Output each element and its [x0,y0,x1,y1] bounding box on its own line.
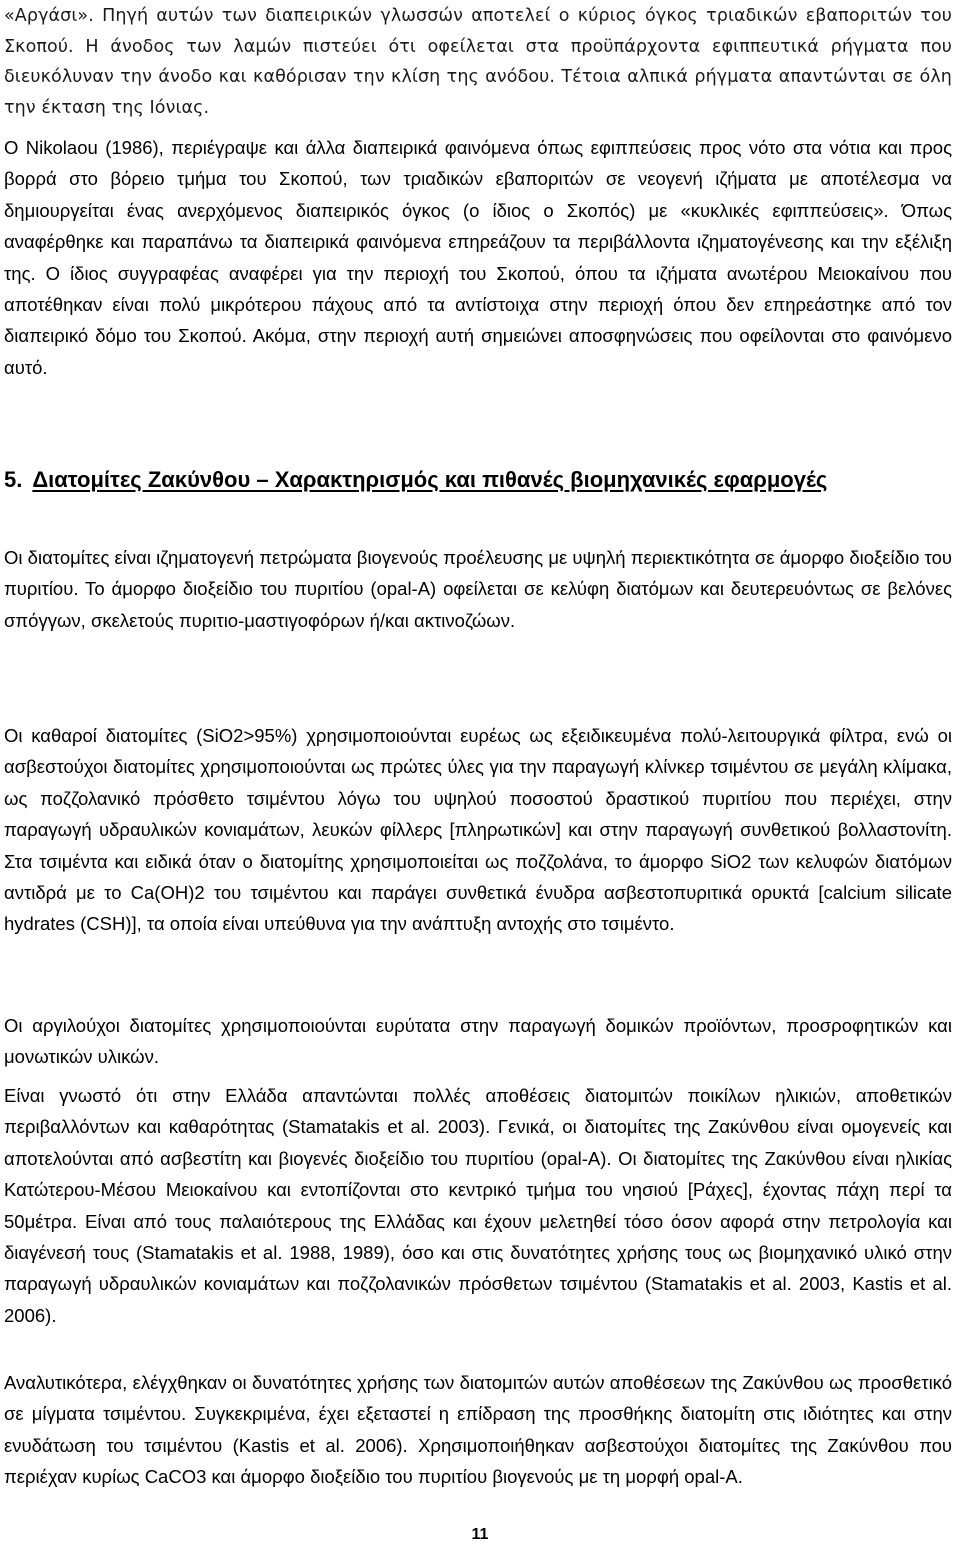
section-heading [4,462,952,498]
paragraph-nikolaou: O Nikolaou (1986), περιέγραψε και άλλα διαπειρικά φαινόμενα όπως εφιππεύσεις προς νότο στα νότια και προς βορρά στο βόρειο τμήμα του Σκοπού, των τριαδικών εβαποριτών σε νεογενή ιζήματα με αποτέλεσμα να δημιουργείται ένας ανερχόμενος διαπειρικός όγκος (ο ίδιος ο Σκοπός) με «κυκλικές εφιππεύσεις». Όπως αναφέρθηκε και παραπάνω τα διαπειρικά φαινόμενα επηρεάζουν τα περιβάλλοντα ιζηματογένεσης και την εξέλιξη της. Ο ίδιος συγγραφέας αναφέρει για την περιοχή του Σκοπού, όπου τα ιζήματα ανωτέρου Μειοκαίνου που αποτέθηκαν είναι πολύ μικρότερου πάχους από τα αντίστοιχα στην περιοχή όπου δεν επηρεάστηκε από τον διαπειρικό δόμο του Σκοπού. Ακόμα, στην περιοχή αυτή σημειώνει αποσφηνώσεις που οφείλονται στο φαινόμενο αυτό. [4,137,952,378]
paragraph-greece: Είναι γνωστό ότι στην Ελλάδα απαντώνται πολλές αποθέσεις διατομιτών ποικίλων ηλικιών, αποθετικών περιβαλλόντων και καθαρότητας (Stamatakis et al. 2003). Γενικά, οι διατομίτες της Ζακύνθου είναι ομογενείς και αποτελούνται από ασβεστίτη και βιογενές διοξείδιο του πυριτίου (opal-A). Οι διατομίτες της Ζακύνθου είναι ηλικίας Κατώτερου-Μέσου Μειοκαίνου και εντοπίζονται στο κεντρικό τμήμα του νησιού [Ράχες], έχοντας πάχη περί τα 50μέτρα. Είναι από τους παλαιότερους της Ελλάδας και έχουν μελετηθεί τόσο όσον αφορά στην πετρολογία και διαγένεσή τους (Stamatakis et al. 1988, 1989), όσο και στις δυνατότητες χρήσης τους ως βιομηχανικό υλικό στην παραγωγή υδραυλικών κονιαμάτων και ποζζολανικών πρόσθετων τσιμέντου (Stamatakis et al. 2003, Kastis et al. 2006). [4,1085,952,1326]
paragraph-definition: Οι διατομίτες είναι ιζηματογενή πετρώματα βιογενούς προέλευσης με υψηλή περιεκτικότητα σε άμορφο διοξείδιο του πυριτίου. Το άμορφο διοξείδιο του πυριτίου (opal-A) οφείλεται σε κελύφη διατόμων και δευτερευόντως σε βελόνες σπόγγων, σκελετούς πυριτιο-μαστιγοφόρων ή/και ακτινοζώων. [4,547,952,631]
intro-paragraph: «Αργάσι». Πηγή αυτών των διαπειρικών γλωσσών αποτελεί ο κύριος όγκος τριαδικών εβαποριτών του Σκοπού. Η άνοδος των λαμών πιστεύει ότι οφείλεται στα προϋπάρχοντα εφιππευτικά ρήγματα που διευκόλυναν την άνοδο και καθόρισαν την κλίση της ανόδου. Τέτοια αλπικά ρήγματα απαντώνται σε όλη την έκταση της Ιόνιας. [4,6,952,118]
section-number: 5. [4,467,23,492]
section-title: Διατομίτες Ζακύνθου – Χαρακτηρισμός και πιθανές βιομηχανικές εφαρμογές [32,467,828,492]
paragraph-clay: Οι αργιλούχοι διατομίτες χρησιμοποιούνται ευρύτατα στην παραγωγή δομικών προϊόντων, προσροφητικών και μονωτικών υλικών. [4,1015,952,1068]
page-number: 11 [471,1526,489,1543]
paragraph-analysis: Αναλυτικότερα, ελέγχθηκαν οι δυνατότητες χρήσης των διατομιτών αυτών αποθέσεων της Ζακύνθου ως προσθετικό σε μίγματα τσιμέντου. Συγκεκριμένα, έχει εξεταστεί η επίδραση της προσθήκης διατομίτη στις ιδιότητες και στην ενυδάτωση του τσιμέντου (Kastis et al. 2006). Χρησιμοποιήθηκαν ασβεστούχοι διατομίτες της Ζακύνθου που περιέχαν κυρίως CaCO3 και άμορφο διοξείδιο του πυριτίου βιογενούς με τη μορφή opal-A. [4,1372,952,1488]
paragraph-uses: Οι καθαροί διατομίτες (SiO2>95%) χρησιμοποιούνται ευρέως ως εξειδικευμένα πολύ-λειτουργικά φίλτρα, ενώ οι ασβεστούχοι διατομίτες χρησιμοποιούνται ως πρώτες ύλες για την παραγωγή κλίνκερ τσιμέντου σε μεγάλη κλίμακα, ως ποζζολανικό πρόσθετο τσιμέντου λόγω του υψηλού ποσοστού δραστικού πυριτίου που περιέχει, στην παραγωγή υδραυλικών κονιαμάτων, λευκών φίλλερς [πληρωτικών] και στην παραγωγή συνθετικού βολλαστονίτη. Στα τσιμέντα και ειδικά όταν ο διατομίτης χρησιμοποιείται ως ποζζολάνα, το άμορφο SiO2 των κελυφών διατόμων αντιδρά με το Ca(OH)2 του τσιμέντου και παράγει συνθετικά ένυδρα ασβεστοπυριτικά ορυκτά [calcium silicate hydrates (CSH)], τα οποία είναι υπεύθυνα για την ανάπτυξη αντοχής στο τσιμέντο. [4,725,952,935]
